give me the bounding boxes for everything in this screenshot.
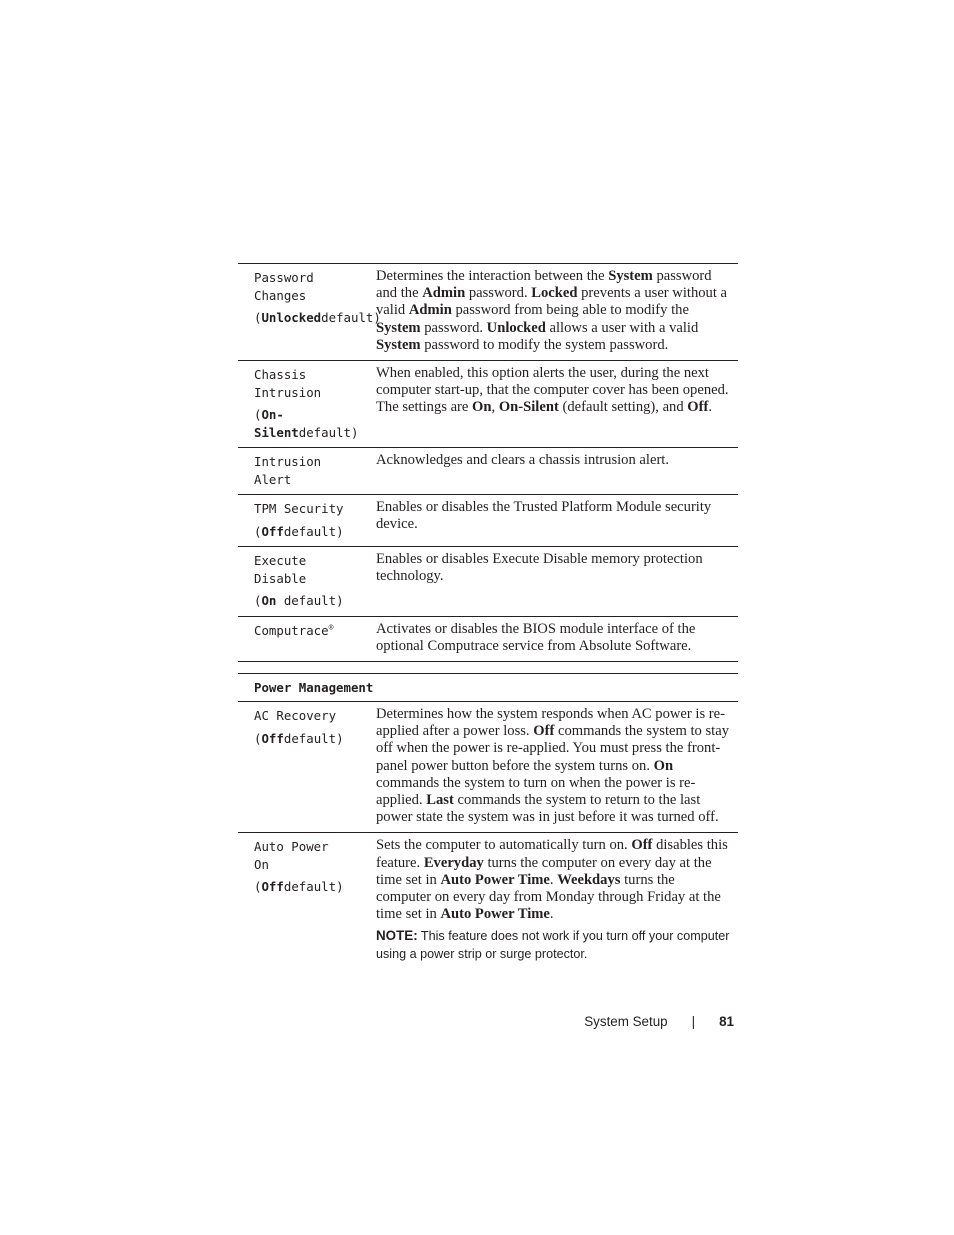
description-segment: allows a user with a valid [545,319,699,336]
default-value: (Offdefault) [254,879,344,895]
note-label: NOTE: [376,928,418,944]
default-suffix: default) [283,879,344,895]
option-description [376,547,738,616]
table-row [238,495,738,547]
description-segment: . [708,399,713,416]
description-segment: password to modify the system password. [420,336,669,353]
emphasized-term: System [376,336,421,353]
default-suffix: default) [276,593,344,609]
description-segment: password from being able to modify the [451,302,689,319]
emphasized-term: Everyday [423,854,484,871]
option-name [238,702,376,832]
emphasized-term: On [472,399,492,416]
option-description [376,702,738,832]
power-management-table [238,673,738,969]
description-segment: (default setting), and [558,399,688,416]
description-segment: password and the [376,268,712,302]
option-name-line: On [254,856,269,872]
option-name-line: Intrusion [254,454,322,470]
table-row [238,833,738,969]
default-value: (On default) [254,593,344,609]
security-settings-table [238,263,738,662]
table-row [238,547,738,617]
emphasized-term: Last [426,792,454,809]
footer-section-title: System Setup [584,1014,668,1029]
table-row [238,264,738,361]
emphasized-term: System [608,268,653,284]
default-suffix: default) [283,523,344,539]
description-text [376,499,732,533]
emphasized-term: Auto Power Time [440,871,550,888]
default-suffix: default) [321,310,381,325]
section-header-power-management: Power Management [238,674,738,702]
option-description [376,264,738,360]
description-segment: Activates or disables the BIOS module interface of the optional Computrace service from Absolute Software. [376,620,696,654]
description-text [376,452,732,469]
description-segment: Enables or disables the Trusted Platform Module security device. [376,499,712,533]
option-name-line: AC Recovery [254,708,337,723]
description-segment: prevents a user without a valid [376,285,728,319]
option-name-line: TPM Security [254,501,344,517]
emphasized-term: System [376,319,421,336]
description-segment: disables this feature. [376,837,728,871]
note [376,927,732,963]
option-name [238,361,376,447]
emphasized-term: On-Silent [498,399,559,416]
description-text [376,551,732,585]
description-segment: , [491,399,499,416]
default-value-name: Off [261,730,284,746]
emphasized-term: Off [631,837,653,854]
description-segment: When enabled, this option alerts the user, during the next computer start-up, that the computer cover has been opened. The settings are [376,365,729,416]
table-row [238,702,738,833]
option-name [238,448,376,494]
description-segment: turns the computer on every day from Monday through Friday at the time set in [376,871,721,923]
description-segment: Determines the interaction between the [376,268,609,284]
description-segment: turns the computer on every day at the time set in [376,854,712,888]
emphasized-term: Off [533,723,555,740]
default-value-name: On [261,593,277,609]
table-row [238,448,738,495]
emphasized-term: Off [687,399,709,416]
option-description [376,495,738,546]
option-description [376,617,738,661]
option-description [376,448,738,494]
emphasized-term: Weekdays [557,871,621,888]
option-description [376,833,738,969]
description-segment: Acknowledges and clears a chassis intrusion alert. [376,452,670,469]
option-name [238,617,376,661]
emphasized-term: Admin [408,302,452,319]
option-name-line: Alert [254,471,292,487]
default-value-name: Unlocked [261,310,322,325]
option-name-line: Disable [254,570,307,586]
description-segment: password. [465,285,532,302]
description-segment: commands the system to turn on when the power is re-applied. [376,774,696,809]
registered-mark: ® [328,622,334,632]
emphasized-term: Locked [531,285,578,302]
option-name-line: Execute [254,553,307,569]
option-name-line: Computrace® [254,622,334,638]
description-segment: commands the system to stay off when the power is re-applied. You must press the front-panel power button before the system turns on. [376,723,730,774]
emphasized-term: Admin [422,285,466,302]
option-name [238,547,376,616]
note-text: This feature does not work if you turn off your computer using a power strip or surge protector. [376,929,730,962]
default-suffix: default) [298,424,359,440]
description-text [376,365,732,417]
option-name-line: Auto Power [254,839,329,855]
description-segment: Sets the computer to automatically turn on. [376,837,632,854]
description-segment: Enables or disables Execute Disable memory protection technology. [376,551,703,585]
emphasized-term: On [653,757,674,774]
option-name-line: Chassis [254,367,307,383]
description-segment: . [549,906,554,923]
description-text [376,706,732,826]
option-description [376,361,738,447]
option-name-line: Password [254,270,314,285]
default-value: (On-Silentdefault) [254,407,359,440]
description-segment: . [549,871,558,888]
option-name [238,495,376,546]
option-name-line: Changes [254,287,307,303]
option-name [238,264,381,360]
default-value-name: Off [261,879,284,895]
emphasized-term: Auto Power Time [440,906,550,923]
default-value: (Offdefault) [254,523,344,539]
emphasized-term: Unlocked [486,319,546,336]
page-number: 81 [719,1014,734,1029]
default-value: (Offdefault) [254,730,344,746]
option-name [238,833,376,969]
description-text [376,837,732,923]
default-value: (Unlockeddefault) [254,310,381,325]
description-text [376,621,732,655]
default-suffix: default) [283,730,344,746]
description-segment: password. [420,319,487,336]
page-footer [560,1014,734,1029]
description-segment: Determines how the system responds when AC power is re-applied after a power loss. [376,706,725,740]
description-segment: commands the system to return to the last power state the system was in just before it was turned off. [376,792,719,826]
footer-separator: | [691,1014,696,1029]
default-value-name: On-Silent [254,407,299,440]
default-value-name: Off [261,523,284,539]
option-name-line: Intrusion [254,384,322,400]
table-row [238,361,738,448]
table-row [238,617,738,662]
description-text [376,268,732,354]
